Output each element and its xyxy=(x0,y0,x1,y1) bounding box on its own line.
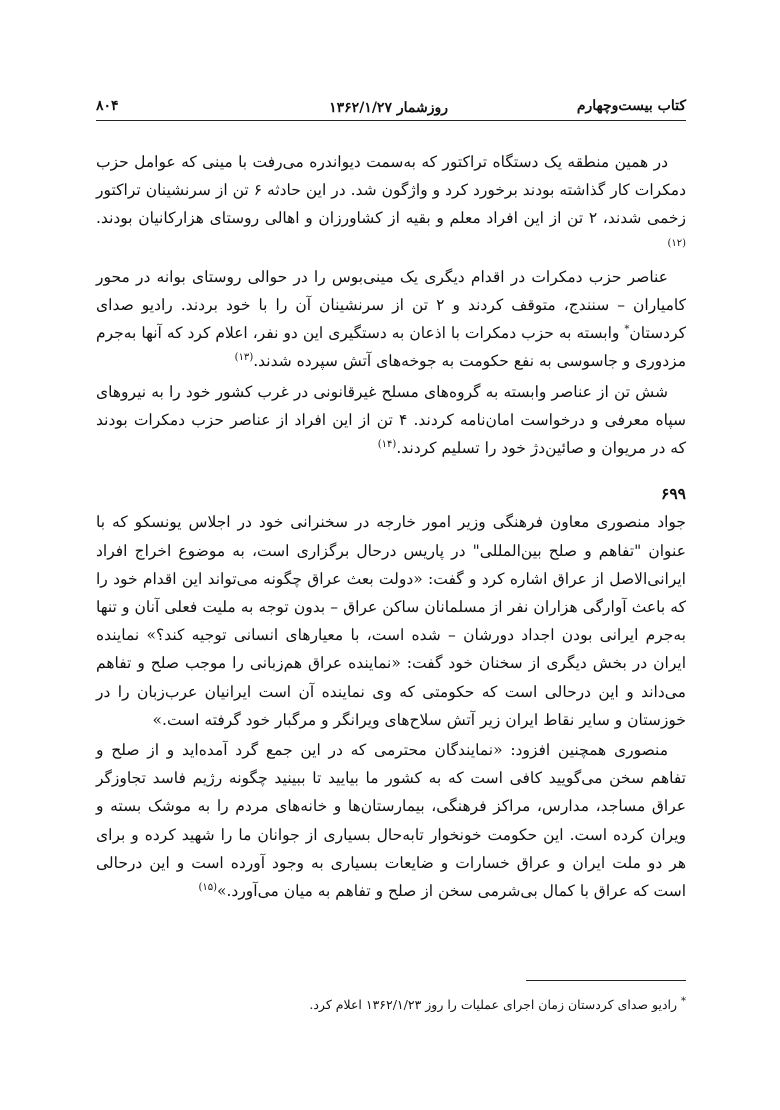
paragraph-text: جواد منصوری معاون فرهنگی وزیر امور خارجه در سخنرانی خود در اجلاس یونسکو که با عنوان "تفاهم و صلح بین‌المللی" در پاریس درحال برگزاری است، به موضوع اخراج افراد ایرانی‌الاصل از عراق اشاره کرد و گفت: «دولت بعث عراق چگونه می‌تواند این اقدام خود را که باعث آوارگی هزاران نفر از مسلمانان ساکن عراق – بدون توجه به ملیت فعلی آنان و تنها به‌جرم ایرانی بودن اجداد دورشان – شده است، با معیارهای انسانی توجیه کند؟» نماینده ایران در بخش دیگری از سخنان خود گفت: «نماینده عراق هم‌زبانی را موجب صلح و تفاهم می‌داند و این درحالی است که حکومتی که وی نماینده آن است ایرانیان عرب‌زبان را در خوزستان و سایر نقاط ایران زیر آتش سلاح‌های ویرانگر و مرگبار خود گرفته است.» xyxy=(96,513,686,729)
paragraph-text: منصوری همچنین افزود: «نمایندگان محترمی که در این جمع گرد آمده‌اید و از صلح و تفاهم سخن می‌گویید کافی است که به کشور ما بیایید تا ببینید چگونه رژیم فاسد تجاوزگر عراق مساجد، مدارس، مراکز فرهنگی، بیمارستان‌ها و خانه‌های مردم را به موشک بسته و ویران کرده است. این حکومت خونخوار تابه‌حال بسیاری از جوانان ما را شهید کرده و برای هر دو ملت ایران و عراق خسارات و ضایعات بسیاری به وجود آورده است و این درحالی است که عراق با کمال بی‌شرمی سخن از صلح و تفاهم به میان می‌آورد.» xyxy=(96,741,686,901)
footnote-divider xyxy=(526,980,686,981)
footnote-marker: * xyxy=(681,995,686,1007)
paragraph-unesco xyxy=(96,508,686,734)
diary-date: روزشمار ۱۳۶۲/۱/۲۷ xyxy=(329,100,448,116)
citation-ref: (۱۵) xyxy=(198,881,217,893)
entry-number: ۶۹۹ xyxy=(661,484,686,504)
paragraph-mansouri xyxy=(96,736,686,905)
page-body xyxy=(96,148,686,905)
citation-ref: (۱۲) xyxy=(667,237,686,249)
paragraph-text: عناصر حزب دمکرات در اقدام دیگری یک مینی‌بوس را در حوالی روستای بوانه در محور کامیاران – سنندج، متوقف کردند و ۲ تن از سرنشینان آن را با خود بردند. رادیو صدای کردستان xyxy=(96,267,686,343)
paragraph-minibus xyxy=(96,263,686,376)
footnote-marker: * xyxy=(624,324,630,336)
footnote-text: رادیو صدای کردستان زمان اجرای عملیات را روز ۱۳۶۲/۱/۲۳ اعلام کرد. xyxy=(309,997,681,1012)
page-header xyxy=(96,88,686,121)
paragraph-text: شش تن از عناصر وابسته به گروه‌های مسلح غیرقانونی در غرب کشور خود را به نیروهای سپاه معرفی و درخواست امان‌نامه کردند. ۴ تن از این افراد از عناصر حزب دمکرات بودند که در مریوان و صائین‌دژ خود را تسلیم کردند. xyxy=(96,382,686,458)
paragraph-text: در همین منطقه یک دستگاه تراکتور که به‌سمت دیواندره می‌رفت با مینی که عوامل حزب دمکرات کار گذاشته بودند برخورد کرد و واژگون شد. در این حادثه ۶ تن از سرنشینان تراکتور زخمی شدند، ۲ تن از این افراد معلم و بقیه از کشاورزان و اهالی روستای هزارکانیان بودند. xyxy=(96,153,686,228)
citation-ref: (۱۴) xyxy=(377,438,397,450)
footnote xyxy=(96,996,686,1014)
paragraph-tractor xyxy=(96,148,686,261)
paragraph-surrender xyxy=(96,378,686,463)
paragraph-text: وابسته به حزب دمکرات با اذعان به دستگیری این دو نفر، اعلام کرد که آنها به‌جرم مزدوری و جاسوسی به نفع حکومت به جوخه‌های آتش سپرده شدند. xyxy=(96,324,686,371)
book-title: کتاب بیست‌وچهارم xyxy=(576,98,686,114)
page-number: ۸۰۴ xyxy=(96,98,119,114)
citation-ref: (۱۳) xyxy=(234,352,254,364)
